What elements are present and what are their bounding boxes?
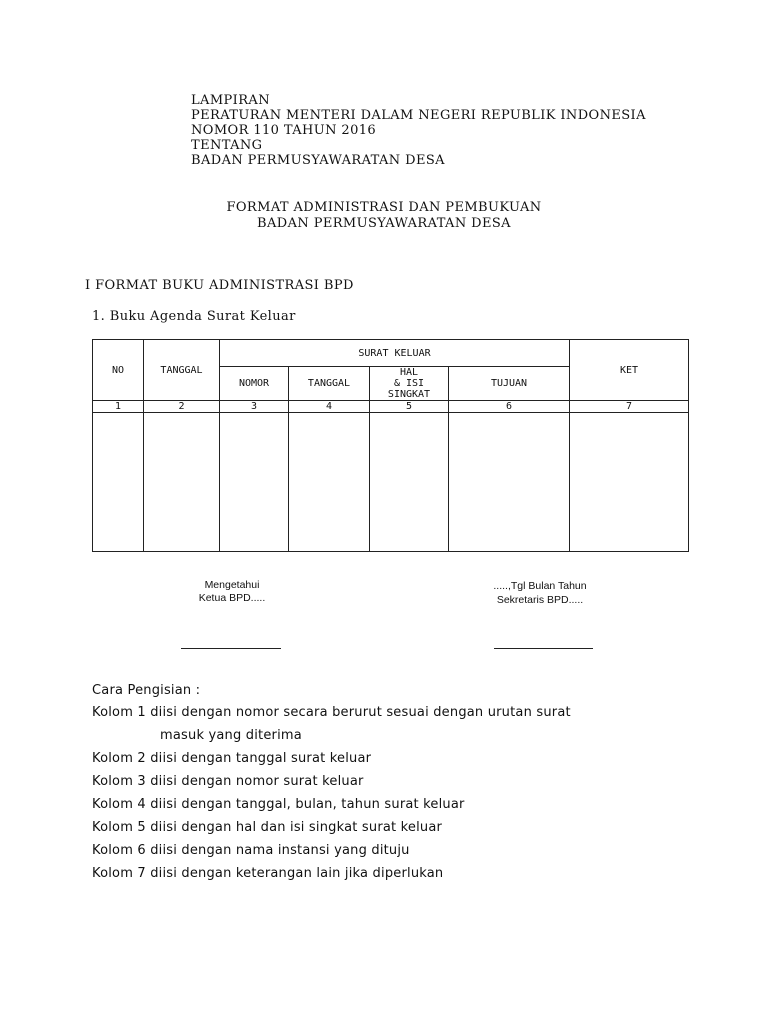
section-heading: I FORMAT BUKU ADMINISTRASI BPD	[85, 278, 354, 293]
entry-cell[interactable]	[449, 413, 570, 552]
signature-left-title: Ketua BPD.....	[198, 592, 266, 604]
instruction-item: Kolom 7 diisi dengan keterangan lain jika diperlukan	[92, 866, 444, 881]
col-header-tanggal: TANGGAL	[144, 340, 220, 401]
hal-line-3: SINGKAT	[387, 389, 431, 400]
entry-cell[interactable]	[93, 413, 144, 552]
instructions-heading: Cara Pengisian :	[92, 683, 201, 698]
instruction-item: Kolom 6 diisi dengan nama instansi yang dituju	[92, 843, 410, 858]
entry-cell[interactable]	[570, 413, 689, 552]
header-regulation: PERATURAN MENTERI DALAM NEGERI REPUBLIK INDONESIA	[191, 108, 646, 123]
instruction-item: Kolom 1 diisi dengan nomor secara berurut sesuai dengan urutan surat	[92, 705, 571, 720]
column-number: 1	[93, 401, 144, 413]
instruction-item: Kolom 5 diisi dengan hal dan isi singkat surat keluar	[92, 820, 443, 835]
column-number: 5	[370, 401, 449, 413]
col-header-hal	[370, 367, 449, 401]
signature-left-line	[181, 648, 281, 649]
header-lampiran: LAMPIRAN	[191, 93, 270, 108]
entry-cell[interactable]	[144, 413, 220, 552]
subsection-heading: 1. Buku Agenda Surat Keluar	[92, 309, 296, 324]
signature-right-title: Sekretaris BPD.....	[496, 594, 584, 606]
column-number: 6	[449, 401, 570, 413]
signature-left-label: Mengetahui	[204, 579, 260, 591]
column-number: 4	[289, 401, 370, 413]
hal-line-2: & ISI	[393, 378, 425, 389]
col-group-surat-keluar: SURAT KELUAR	[220, 340, 570, 367]
header-tentang: TENTANG	[191, 138, 263, 153]
agenda-table	[92, 339, 689, 552]
column-number: 3	[220, 401, 289, 413]
table-header-row-1	[93, 340, 689, 367]
instruction-item: Kolom 3 diisi dengan nomor surat keluar	[92, 774, 364, 789]
entry-cell[interactable]	[289, 413, 370, 552]
instruction-item-continuation: masuk yang diterima	[160, 728, 302, 743]
col-header-tujuan: TUJUAN	[449, 367, 570, 401]
col-header-no: NO	[93, 340, 144, 401]
hal-line-1: HAL	[399, 367, 419, 378]
signature-right-date: .....,Tgl Bulan Tahun	[493, 580, 587, 592]
signature-right-line	[494, 648, 593, 649]
column-number-row	[93, 401, 689, 413]
table-body-row	[93, 413, 689, 552]
instruction-item: Kolom 2 diisi dengan tanggal surat keluar	[92, 751, 372, 766]
header-subject: BADAN PERMUSYAWARATAN DESA	[191, 153, 445, 168]
document-title-line1: FORMAT ADMINISTRASI DAN PEMBUKUAN	[226, 200, 542, 215]
column-number: 2	[144, 401, 220, 413]
col-header-sub-tanggal: TANGGAL	[289, 367, 370, 401]
instruction-item: Kolom 4 diisi dengan tanggal, bulan, tahun surat keluar	[92, 797, 465, 812]
document-title-line2: BADAN PERMUSYAWARATAN DESA	[257, 216, 511, 231]
column-number: 7	[570, 401, 689, 413]
entry-cell[interactable]	[220, 413, 289, 552]
entry-cell[interactable]	[370, 413, 449, 552]
col-header-nomor: NOMOR	[220, 367, 289, 401]
header-number: NOMOR 110 TAHUN 2016	[191, 123, 377, 138]
col-header-ket: KET	[570, 340, 689, 401]
